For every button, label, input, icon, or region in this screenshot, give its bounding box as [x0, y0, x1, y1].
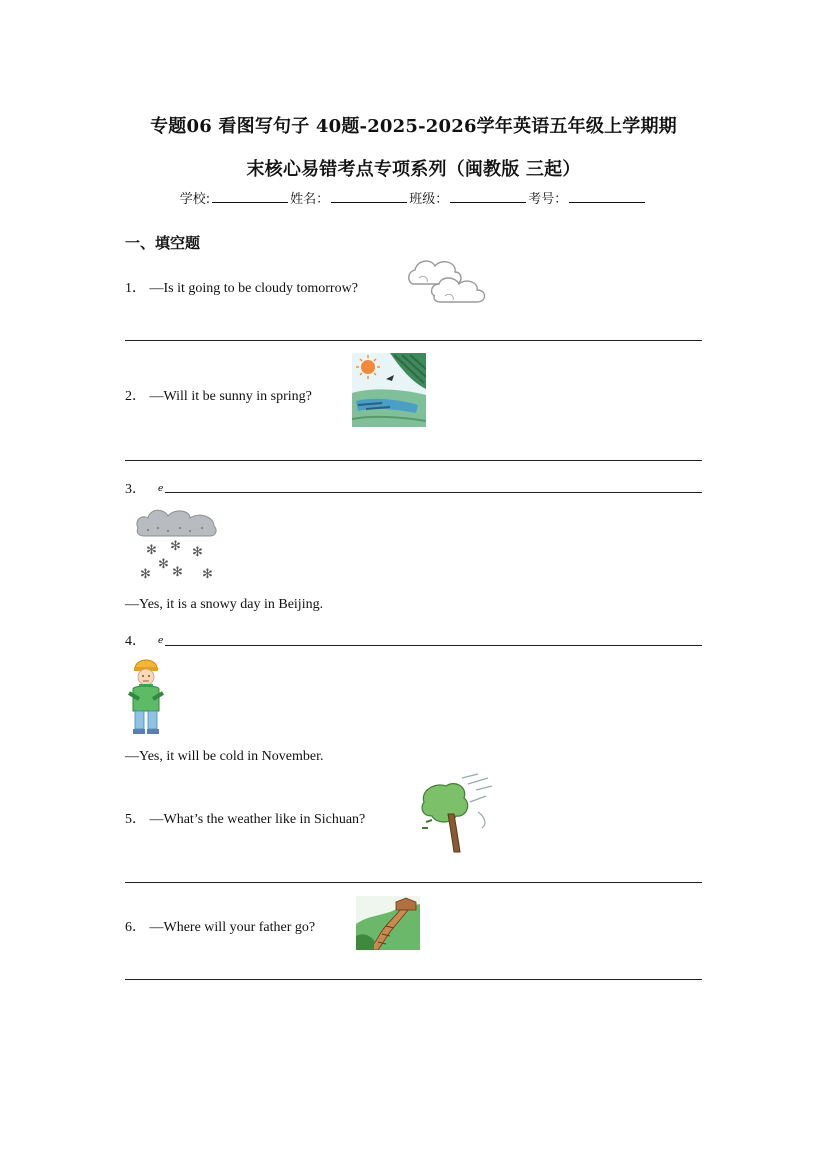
svg-text:✻: ✻ [202, 567, 213, 582]
question-4 [125, 630, 146, 650]
page-title-line2: 末核心易错考点专项系列（闽教版 三起） [246, 159, 581, 180]
name-label: 姓名： [290, 192, 330, 207]
question-5 [125, 808, 365, 828]
svg-text:✻: ✻ [140, 567, 151, 582]
answer-line-1[interactable] [125, 340, 702, 341]
answer-line-2[interactable] [125, 460, 702, 461]
windy-tree-icon [418, 772, 494, 854]
student-info [0, 188, 827, 207]
school-label: 学校: [179, 192, 211, 207]
question-3 [125, 478, 146, 498]
question-text: —Is it going to be cloudy tomorrow? [149, 281, 358, 296]
id-label: 考号： [528, 192, 568, 207]
question-6 [125, 916, 315, 936]
blank-marker: e [158, 636, 164, 646]
question-text: —Where will your father go? [149, 920, 316, 935]
blank-marker: e [158, 484, 164, 494]
section-title: 一、填空题 [125, 234, 201, 252]
class-label: 班级： [409, 192, 449, 207]
school-blank[interactable] [212, 190, 288, 203]
page-title-line1: 专题06 看图写句子 40题-2025-2026学年英语五年级上学期期 [150, 116, 677, 137]
question-number: 5． [125, 812, 146, 827]
question-2 [125, 385, 312, 405]
svg-text:✻: ✻ [170, 539, 181, 554]
cloud-icon [405, 256, 491, 310]
answer-line-6[interactable] [125, 979, 702, 980]
answer-text-4: —Yes, it will be cold in November. [125, 749, 324, 764]
cold-boy-icon [125, 653, 167, 737]
spring-scene-icon [352, 353, 426, 427]
question-number: 4． [125, 634, 146, 649]
name-blank[interactable] [331, 190, 407, 203]
answer-line-4[interactable] [165, 645, 702, 646]
question-number: 1． [125, 281, 146, 296]
svg-text:✻: ✻ [146, 543, 157, 558]
great-wall-icon [356, 896, 420, 950]
svg-text:✻: ✻ [158, 557, 169, 572]
question-1 [125, 277, 358, 297]
class-blank[interactable] [450, 190, 526, 203]
id-blank[interactable] [569, 190, 645, 203]
question-text: —Will it be sunny in spring? [149, 389, 312, 404]
answer-line-3[interactable] [165, 492, 702, 493]
answer-line-5[interactable] [125, 882, 702, 883]
answer-text-3: —Yes, it is a snowy day in Beijing. [125, 597, 324, 612]
question-text: —What’s the weather like in Sichuan? [149, 812, 366, 827]
question-number: 6． [125, 920, 146, 935]
snow-icon [134, 506, 220, 582]
svg-text:✻: ✻ [172, 565, 183, 580]
question-number: 2． [125, 389, 146, 404]
question-number: 3． [125, 482, 146, 497]
svg-text:✻: ✻ [192, 545, 203, 560]
